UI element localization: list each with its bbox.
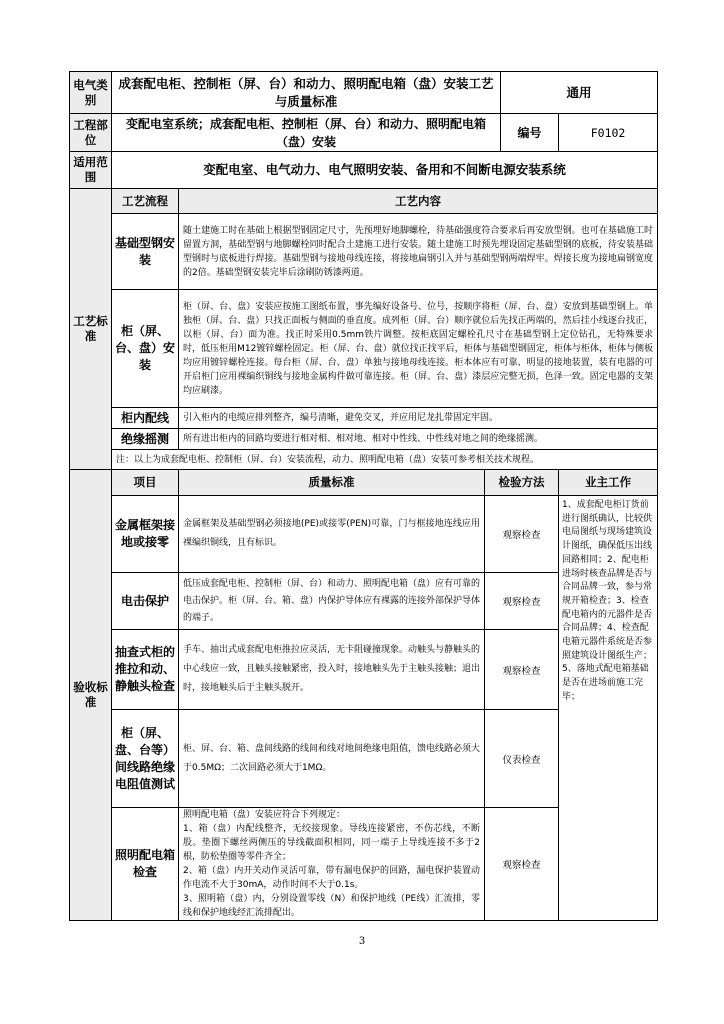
- process-step-name: 绝缘摇测: [112, 429, 179, 450]
- code-value: F0102: [559, 114, 658, 152]
- process-step-content: 柜（屏、台、盘）安装应按施工图纸布置，事先编好设备号、位号，按顺序将柜（屏、台、盘）安放到基础型钢上。单独柜（屏、台、盘）只找正面板与侧面的垂直度。成列柜（屏、台）顺序就位后先找正两端的，然后挂小线逐台找正，以柜（屏、台）面为准。找正时采用0.5mm铁片调整。按柜底固定螺栓孔尺寸在基础型钢上定位钻孔，无特殊要求时，低压柜用M12镀锌螺栓固定。柜（屏、台、盘）就位找正找平后，柜体与基础型钢固定，柜体与柜体，柜体与侧板均应用镀锌螺栓连接。每台柜（屏、台、盘）单独与接地母线连接。柜本体应有可靠、明显的接地装置，装有电器的可开启柜门应用裸编织铜线与接地金属构件做可靠连接。柜（屏、台、盘）漆层应完整无损，色泽一致。固定电器的支架均应刷漆。: [179, 290, 658, 408]
- lighting-box-line: 1、箱（盘）内配线整齐，无绞接现象。导线连接紧密，不伤芯线，不断股。垫圈下螺丝两侧压的导线截面积相同，同一端子上导线连接不多于2根，防松垫圈等零件齐全；: [183, 824, 480, 862]
- acceptance-item-header: 项目: [112, 470, 179, 496]
- dept-label: 工程部位: [70, 114, 112, 152]
- process-step-name: 柜内配线: [112, 408, 179, 429]
- general-label: 通用: [501, 72, 658, 114]
- process-step-name: 基础型钢安装: [112, 214, 179, 290]
- acceptance-standard-header: 质量标准: [179, 470, 485, 496]
- owner-work-text: 1、成套配电柜订货前进行图纸确认，比较供电局图纸与现场建筑设计图纸，确保低压出线回路相同；2、配电柜进场时核查品牌是否与合同品牌一致，参与常规开箱检查；3、检查配电箱内的元器件是否合同品牌；4、检查配电箱元器件系统是否参照建筑设计图纸生产；5、落地式配电箱基础是否在进场前施工完毕；: [559, 496, 658, 921]
- acceptance-method-header: 检验方法: [485, 470, 559, 496]
- acceptance-item-name: 照明配电箱检查: [112, 808, 179, 921]
- acceptance-owner-header: 业主工作: [559, 470, 658, 496]
- dept-value: 变配电室系统；成套配电柜、控制柜（屏、台）和动力、照明配电箱（盘）安装: [112, 114, 501, 152]
- acceptance-standard-text: 金属框架及基础型钢必须接地(PE)或接零(PEN)可靠，门与框接地连线应用裸编织铜线，且有标识。: [179, 496, 485, 573]
- acceptance-standard-text: 低压成套配电柜、控制柜（屏、台）和动力、照明配电箱（盘）应有可靠的电击保护。柜（屏、台、箱、盘）内保护导体应有裸露的连接外部保护导体的端子。: [179, 573, 485, 630]
- code-label: 编号: [501, 114, 559, 152]
- acceptance-item-name: 抽查式柜的推拉和动、静触头检查: [112, 630, 179, 710]
- acceptance-method: 观察检查: [485, 573, 559, 630]
- standard-table: [69, 71, 658, 921]
- process-flow-header: 工艺流程: [112, 189, 179, 214]
- acceptance-standard-text: 柜、屏、台、箱、盘间线路的线间和线对地间绝缘电阻值，馈电线路必须大于0.5MΩ；二次回路必须大于1MΩ。: [179, 710, 485, 808]
- scope-label: 适用范围: [70, 152, 112, 189]
- process-step-content: 引入柜内的电缆应排列整齐，编号清晰，避免交叉，并应用尼龙扎带固定牢固。: [179, 408, 658, 429]
- acceptance-method: 仪表检查: [485, 710, 559, 808]
- acceptance-item-name: 柜（屏、盘、台等）间线路绝缘电阻值测试: [112, 710, 179, 808]
- process-content-header: 工艺内容: [179, 189, 658, 214]
- document-title: 成套配电柜、控制柜（屏、台）和动力、照明配电箱（盘）安装工艺与质量标准: [112, 72, 501, 114]
- acceptance-method: 观察检查: [485, 808, 559, 921]
- lighting-box-standard: [179, 808, 485, 921]
- process-step-content: 所有进出柜内的回路均要进行相对相、相对地、相对中性线、中性线对地之间的绝缘摇测。: [179, 429, 658, 450]
- acceptance-method: 观察检查: [485, 630, 559, 710]
- acceptance-item-name: 金属框架接地或接零: [112, 496, 179, 573]
- process-step-content: 随土建施工时在基础上根据型钢固定尺寸，先预埋好地脚螺栓，待基础强度符合要求后再安放型钢。也可在基础施工时留置方洞，基础型钢与地脚螺栓同时配合土建施工进行安装。随土建施工时预先埋设固定基础型钢的底板，待安装基础型钢时与底板进行焊接。基础型钢与接地母线连接，将接地扁钢引入并与基础型钢两端焊牢。焊接长度为接地扁钢宽度的2倍。基础型钢安装完毕后涂刷防锈漆两道。: [179, 214, 658, 290]
- category-label: 电气类别: [70, 72, 112, 114]
- acceptance-label: 验收标准: [70, 470, 112, 921]
- lighting-box-line: 2、箱（盘）内开关动作灵活可靠，带有漏电保护的回路，漏电保护装置动作电流不大于30mA，动作时间不大于0.1s。: [183, 866, 480, 890]
- acceptance-standard-text: 手车、抽出式成套配电柜推拉应灵活，无卡阻碰撞现象。动触头与静触头的中心线应一致，且触头接触紧密，投入时，接地触头先于主触头接触；退出时，接地触头后于主触头脱开。: [179, 630, 485, 710]
- acceptance-method: 观察检查: [485, 496, 559, 573]
- lighting-box-line: 照明配电箱（盘）安装应符合下列规定：: [183, 810, 346, 820]
- scope-value: 变配电室、电气动力、电气照明安装、备用和不间断电源安装系统: [112, 152, 658, 189]
- page-number: 3: [358, 936, 366, 947]
- lighting-box-line: 3、照明箱（盘）内，分别设置零线（N）和保护地线（PE线）汇流排，零线和保护地线经汇流排配出。: [183, 894, 480, 918]
- process-label: 工艺标准: [70, 189, 112, 470]
- process-step-name: 柜（屏、台、盘）安装: [112, 290, 179, 408]
- acceptance-item-name: 电击保护: [112, 573, 179, 630]
- process-note: 注：以上为成套配电柜、控制柜（屏、台）安装流程，动力、照明配电箱（盘）安装可参考相关技术规程。: [112, 450, 658, 470]
